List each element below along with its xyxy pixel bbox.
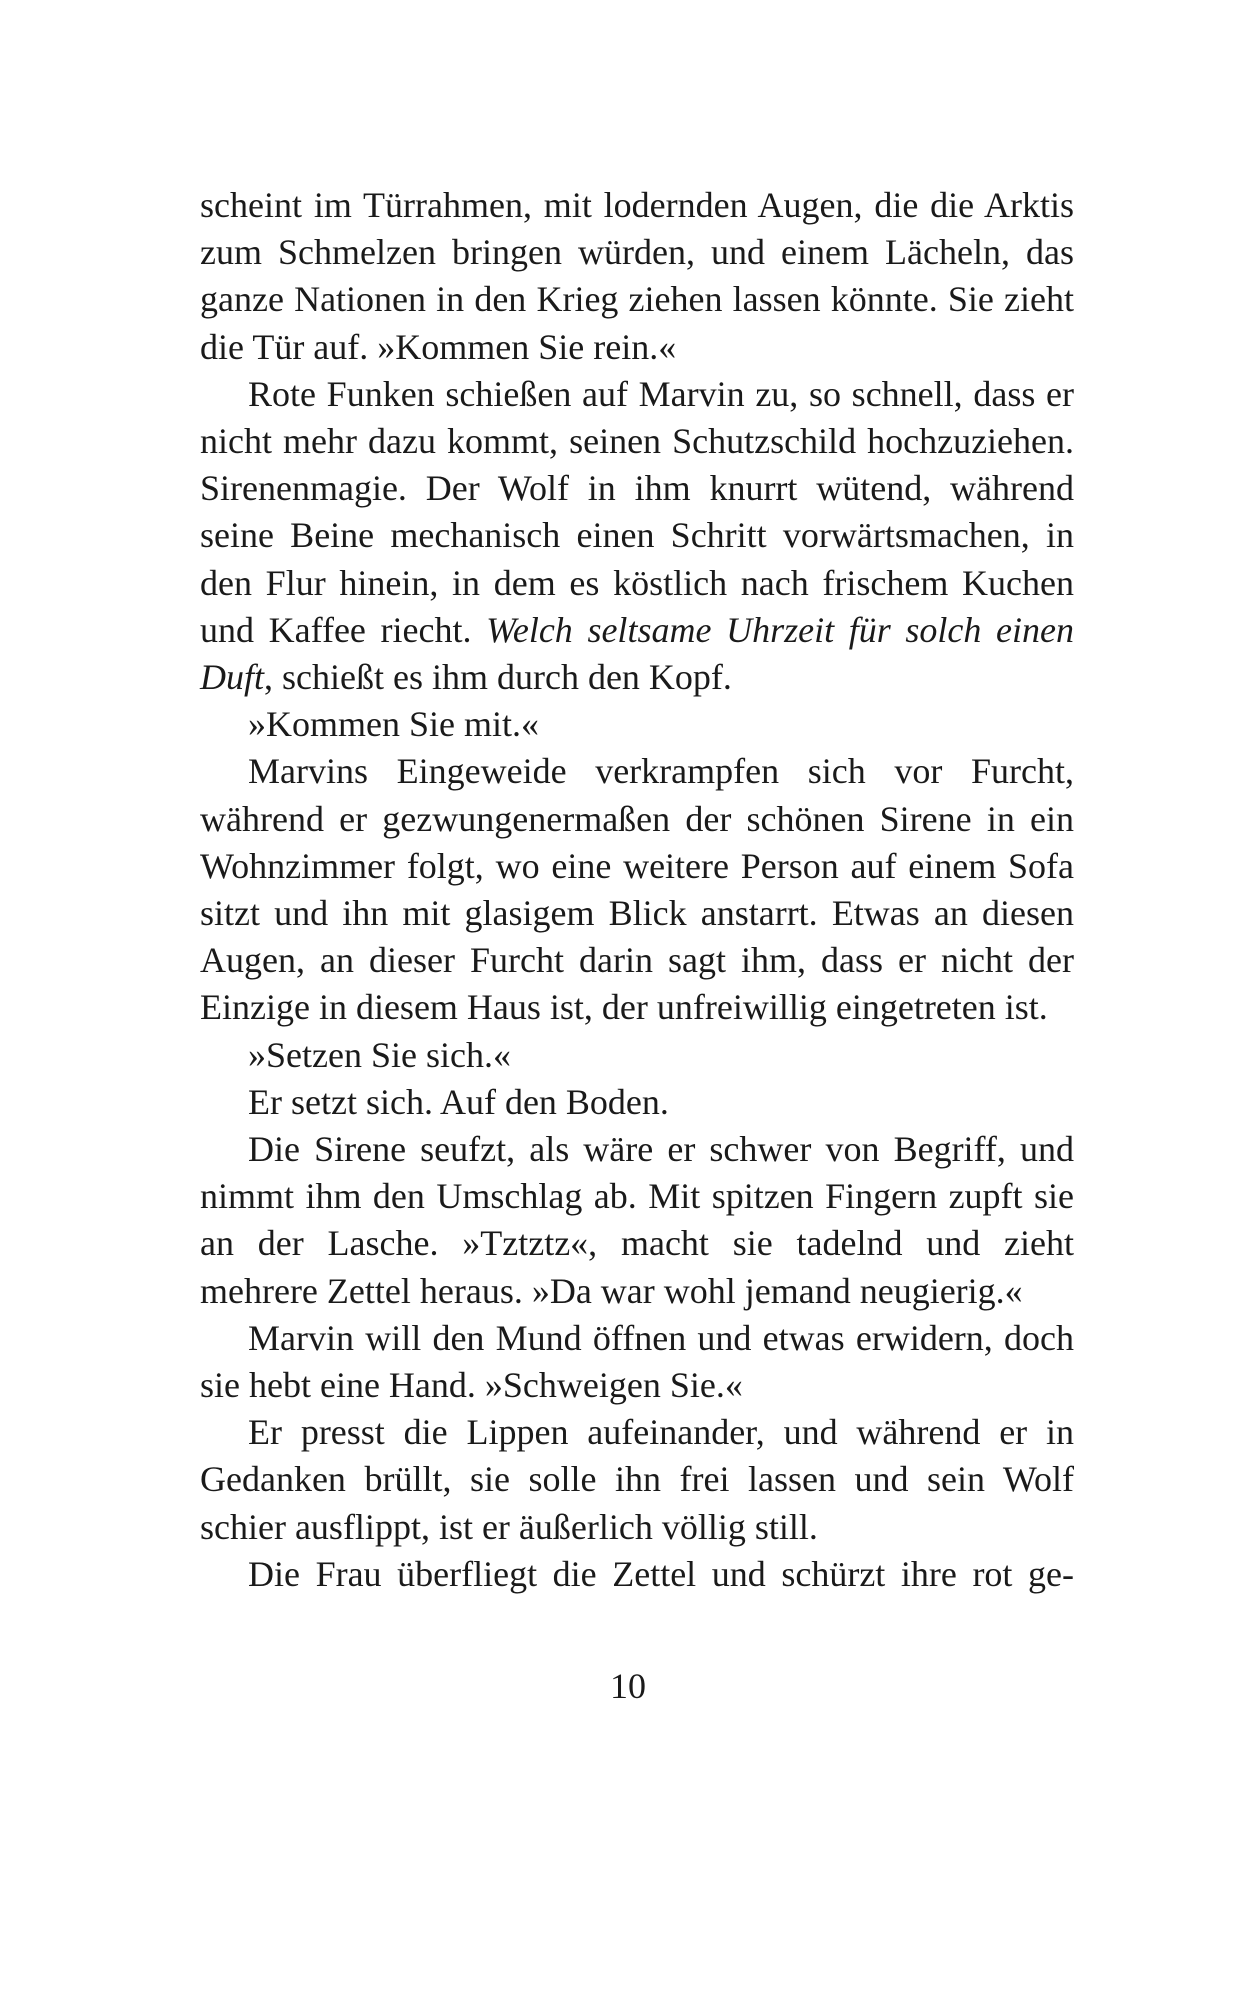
paragraph-9: Er presst die Lippen aufeinander, und während er in Gedanken brüllt, sie solle ihn frei lassen und sein Wolf schier ausflippt, ist er äußerlich völlig still. bbox=[200, 1412, 1074, 1547]
italic-thought: Welch seltsame Uhrzeit für solch einen Duft bbox=[200, 609, 1074, 698]
paragraph-6: Er setzt sich. Auf den Boden. bbox=[248, 1081, 669, 1122]
paragraph-5: »Setzen Sie sich.« bbox=[248, 1034, 511, 1075]
paragraph-7: Die Sirene seufzt, als wäre er schwer von Begriff, und nimmt ihm den Umschlag ab. Mit spitzen Fingern zupft sie an der Lasche. »Tztztz«, macht sie tadelnd und zieht mehrere Zettel heraus. »Da war wohl jemand neugierig.« bbox=[200, 1129, 1074, 1311]
paragraph-1: scheint im Türrahmen, mit lodernden Augen, die die Arktis zum Schmelzen bringen würden, und einem Lächeln, das ganze Nationen in den Krieg ziehen lassen könnte. Sie zieht die Tür auf. »Kommen Sie rein.« bbox=[200, 185, 1074, 367]
paragraph-4: Marvins Eingeweide verkrampfen sich vor Furcht, während er gezwungenermaßen der schönen Sirene in ein Wohnzimmer folgt, wo eine weitere Person auf einem Sofa sitzt und ihn mit glasigem Blick anstarrt. Etwas an diesen Augen, an dieser Furcht darin sagt ihm, dass er nicht der Einzige in diesem Haus ist, der unfreiwillig eingetreten ist. bbox=[200, 751, 1074, 1028]
paragraph-10: Die Frau überfliegt die Zettel und schürzt ihre rot ge- bbox=[248, 1553, 1074, 1594]
paragraph-3: »Kommen Sie mit.« bbox=[248, 704, 539, 745]
paragraph-2-text: Rote Funken schießen auf Marvin zu, so schnell, dass er nicht mehr dazu kommt, seinen Schutzschild hochzuziehen. Sirenenmagie. Der Wolf in ihm knurrt wütend, während seine Beine mechanisch einen Schritt vorwärtsmachen, in den Flur hinein, in dem es köstlich nach frischem Kuchen und Kaffee riecht. bbox=[200, 373, 1074, 650]
paragraph-2-text-after: , schießt es ihm durch den Kopf. bbox=[264, 657, 732, 698]
page-number: 10 bbox=[610, 1666, 646, 1706]
body-text bbox=[200, 182, 1074, 1598]
paragraph-8: Marvin will den Mund öffnen und etwas erwidern, doch sie hebt eine Hand. »Schweigen Sie.« bbox=[200, 1317, 1074, 1406]
paragraph-2 bbox=[200, 371, 1074, 701]
